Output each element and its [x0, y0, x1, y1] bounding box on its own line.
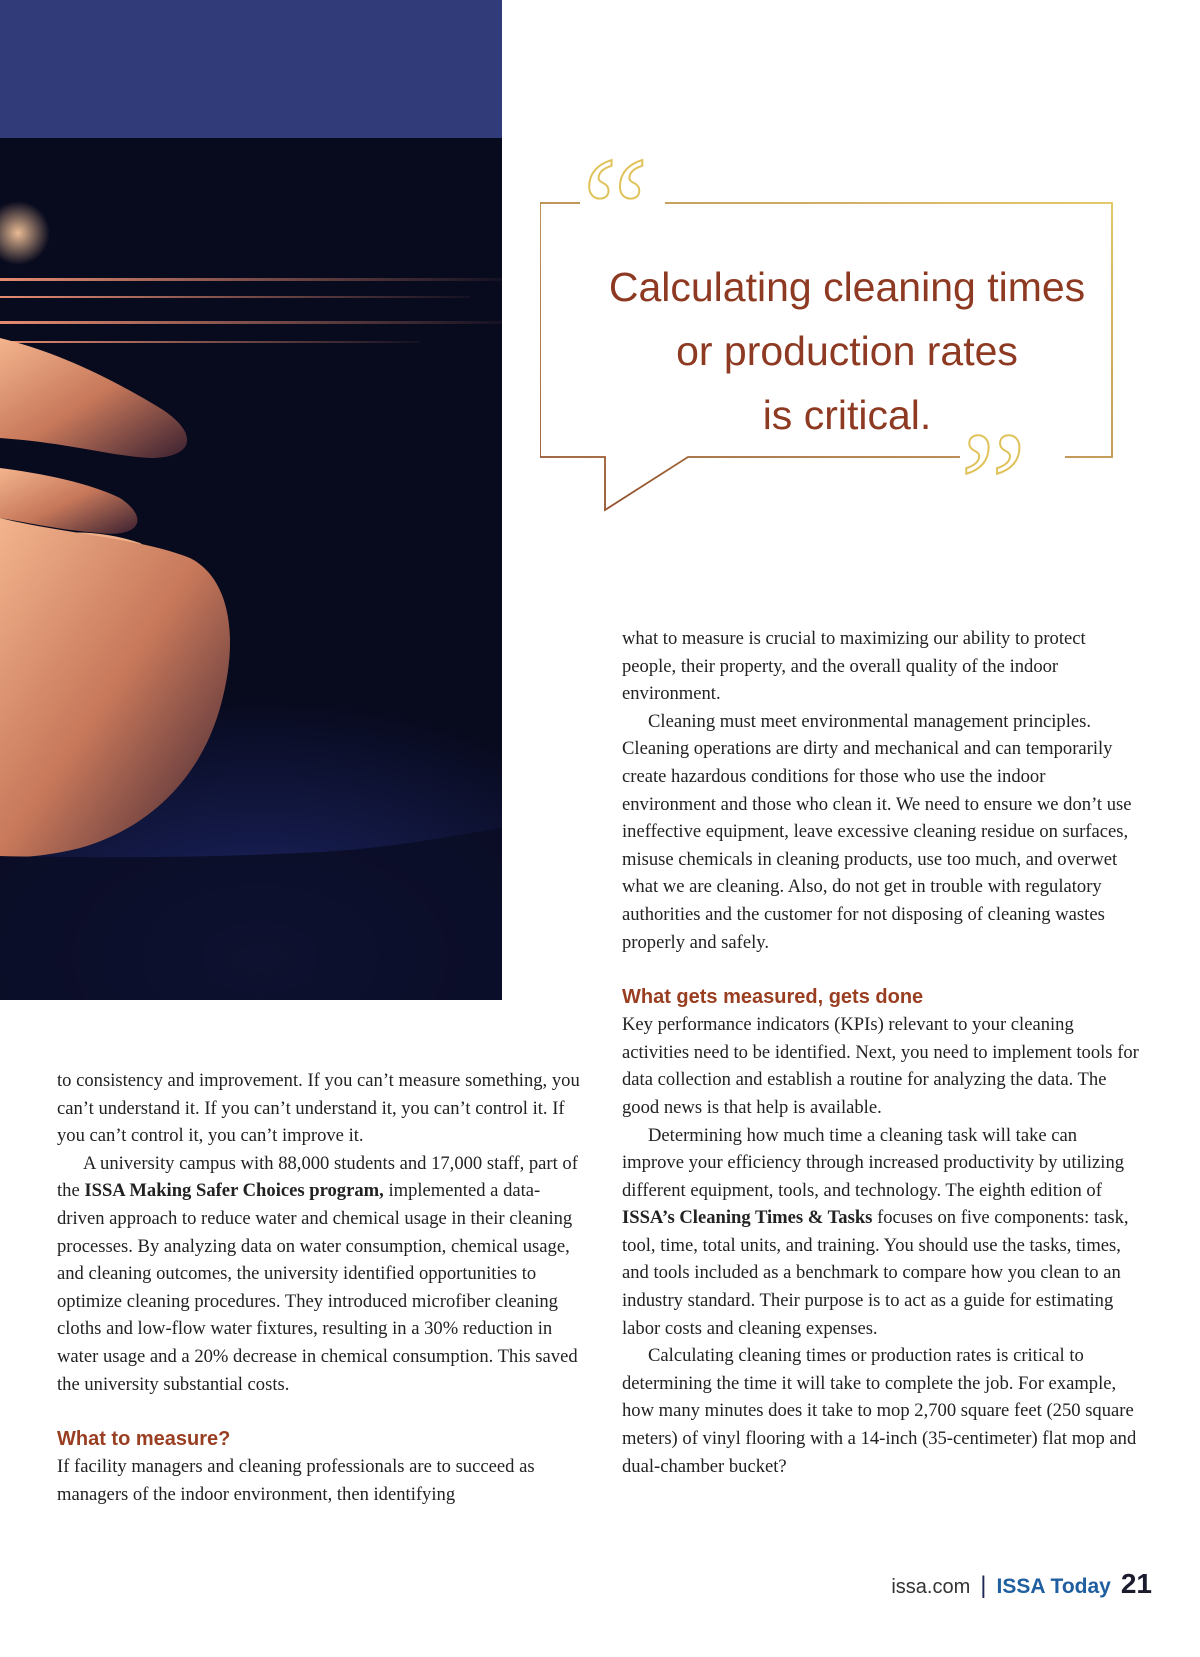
paragraph-text: Determining how much time a cleaning task will take can improve your efficiency through increased productivity by utilizing different equipment, tools, and technology. The eighth edition of	[622, 1124, 1125, 1201]
pull-quote-text	[562, 255, 1132, 447]
section-heading: What to measure?	[57, 1428, 231, 1451]
paragraph	[57, 1150, 587, 1398]
left-column	[57, 1067, 587, 1508]
paragraph: Calculating cleaning times or production rates is critical to determining the time it will take to complete the job. For example, how many minutes does it take to mop 2,700 square feet (250 square meters) of vinyl flooring with a 14-inch (35-centimeter) flat mop and dual-chamber bucket?	[622, 1345, 1137, 1477]
light-streak	[0, 278, 502, 281]
page-footer	[891, 1568, 1152, 1600]
hand-illustration	[0, 138, 502, 1000]
publication-title: ISSA’s Cleaning Times & Tasks	[622, 1207, 873, 1229]
hand-shape	[0, 518, 230, 857]
paragraph: what to measure is crucial to maximizing our ability to protect people, their property, and the overall quality of the indoor environment.	[622, 628, 1086, 705]
magazine-name: ISSA Today	[996, 1575, 1111, 1598]
paragraph	[622, 1122, 1142, 1343]
paragraph-text: focuses on five components: task, tool, time, total units, and training. You should use the tasks, times, and tools included as a benchmark to compare how you clean to an industry standard. Their purpose is to act as a guide for estimating labor costs and cleaning expenses.	[622, 1207, 1129, 1339]
open-quote-icon: “	[582, 140, 649, 293]
hand-shape	[0, 828, 502, 1000]
paragraph-text: implemented a data-driven approach to reduce water and chemical usage in their cleaning processes. By analyzing data on water consumption, chemical usage, and cleaning outcomes, the university identified opportunities to optimize cleaning procedures. They introduced microfiber cleaning cloths and low-flow water fixtures, resulting in a 30% reduction in water usage and a 20% decrease in chemical consumption. This saved the university substantial costs.	[57, 1180, 578, 1395]
pull-quote-line: Calculating cleaning times	[608, 264, 1086, 310]
pull-quote-line: is critical.	[762, 392, 932, 438]
light-streak	[0, 296, 470, 298]
close-quote-icon: ”	[960, 402, 1027, 550]
program-name: ISSA Making Safer Choices program,	[84, 1180, 384, 1202]
paragraph-text: A university campus with 88,000 students and 17,000 staff, part of the	[57, 1152, 578, 1202]
hand-shape	[0, 338, 187, 458]
page-number: 21	[1120, 1568, 1152, 1599]
pull-quote-line: or production rates	[676, 328, 1018, 374]
light-streak	[0, 341, 420, 343]
hand-photo	[0, 0, 502, 1000]
light-streak	[0, 321, 502, 324]
section-heading: What gets measured, gets done	[622, 986, 924, 1009]
header-band	[0, 0, 502, 138]
footer-divider: |	[980, 1572, 987, 1599]
light-orb	[0, 201, 50, 265]
paragraph: If facility managers and cleaning professionals are to succeed as managers of the indoor environment, then identifying	[57, 1456, 535, 1505]
paragraph: to consistency and improvement. If you can’t measure something, you can’t understand it. If you can’t understand it, you can’t control it. If you can’t control it, you can’t improve it.	[57, 1070, 580, 1147]
right-column	[622, 625, 1142, 1480]
paragraph: Cleaning must meet environmental management principles. Cleaning operations are dirty and mechanical and can temporarily create hazardous conditions for those who use the indoor environment and those who clean it. We need to ensure we don’t use ineffective equipment, leave excessive cleaning residue on surfaces, misuse chemicals in cleaning products, use too much, and overwet what we are cleaning. Also, do not get in trouble with regulatory authorities and the customer for not disposing of cleaning wastes properly and safely.	[622, 710, 1132, 953]
paragraph: Key performance indicators (KPIs) relevant to your cleaning activities need to be identified. Next, you need to implement tools for data collection and establish a routine for analyzing the data. The good news is that help is available.	[622, 1014, 1139, 1118]
website-link[interactable]: issa.com	[891, 1576, 971, 1598]
